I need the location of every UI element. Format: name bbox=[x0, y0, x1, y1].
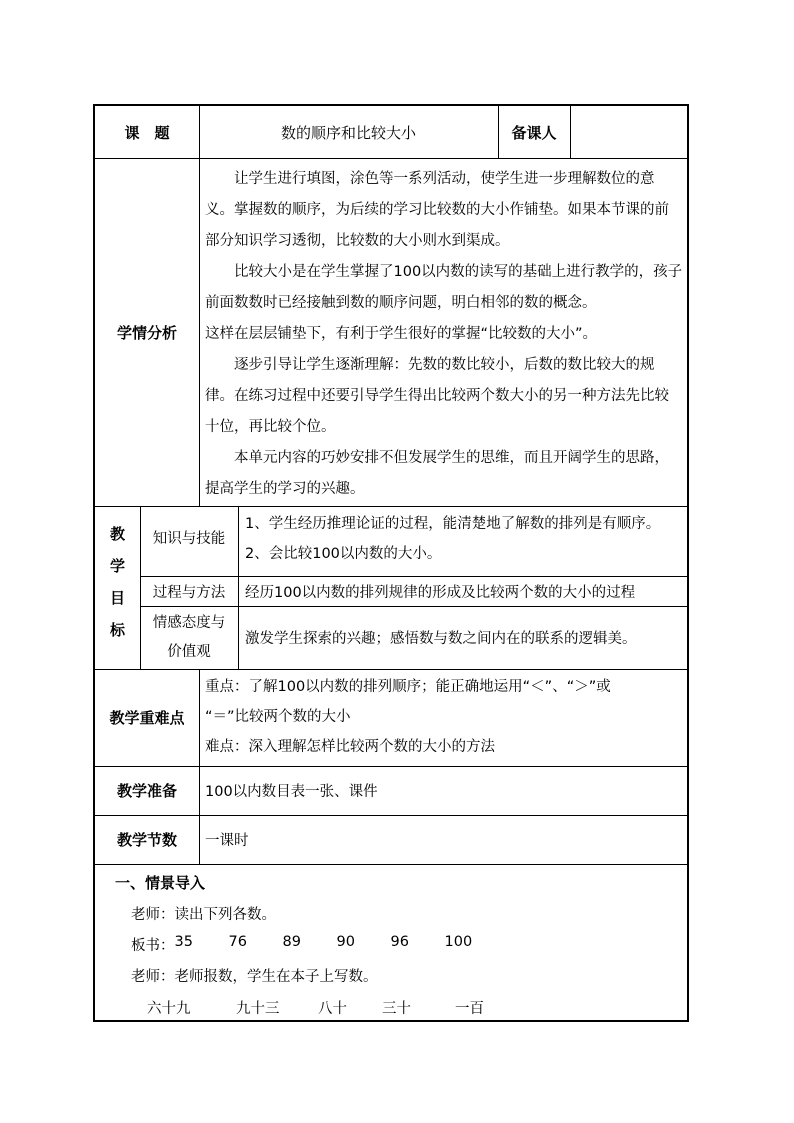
title-label: 课 题 bbox=[124, 123, 170, 142]
key-point-line: “＝”比较两个数的大小 bbox=[205, 709, 351, 725]
spoken-number: 八十 bbox=[318, 1001, 347, 1017]
goals-label-char: 教 bbox=[109, 525, 125, 543]
lesson-plan-table bbox=[93, 104, 689, 1022]
emotion-label-line: 情感态度与 bbox=[152, 615, 226, 631]
knowledge-line: 2、会比较100以内数的大小。 bbox=[245, 546, 442, 562]
analysis-paragraph: 让学生进行填图，涂色等一系列活动，使学生进一步理解数位的意义。掌握数的顺序，为后续的学习比较数的大小作铺垫。如果本节课的前部分知识学习透彻，比较数的大小则水到渠成。 bbox=[205, 171, 669, 249]
key-point-line: 重点：了解100以内数的排列顺序；能正确地运用“＜”、“＞”或 bbox=[205, 679, 611, 695]
goals-label-char: 标 bbox=[109, 621, 125, 639]
knowledge-label: 知识与技能 bbox=[152, 530, 226, 547]
board-number: 35 bbox=[174, 934, 193, 950]
preparer-value bbox=[570, 106, 687, 158]
spoken-number: 六十九 bbox=[147, 1001, 191, 1017]
process-label: 过程与方法 bbox=[152, 584, 226, 601]
goals-label-char: 目 bbox=[109, 589, 125, 607]
analysis-paragraph: 这样在层层铺垫下，有利于学生很好的掌握“比较数的大小”。 bbox=[205, 326, 598, 342]
difficult-point-line: 难点：深入理解怎样比较两个数的大小的方法 bbox=[205, 739, 495, 755]
prep-content: 100以内数目表一张、课件 bbox=[205, 784, 378, 800]
section-heading: 一、情景导入 bbox=[115, 874, 206, 892]
analysis-paragraph: 本单元内容的巧妙安排不但发展学生的思维，而且开阔学生的思路，提高学生的学习的兴趣。 bbox=[205, 450, 669, 497]
spoken-number: 三十 bbox=[382, 1001, 411, 1017]
process-body bbox=[95, 864, 687, 1020]
emotion-label-line: 价值观 bbox=[167, 644, 211, 660]
knowledge-line: 1、学生经历推理论证的过程，能清楚地了解数的排列是有顺序。 bbox=[245, 516, 661, 532]
key-points-content bbox=[205, 672, 685, 762]
emotion-label bbox=[140, 609, 238, 667]
teacher-line: 老师：老师报数，学生在本子上写数。 bbox=[131, 969, 378, 985]
board-number: 89 bbox=[282, 934, 301, 950]
spoken-number: 一百 bbox=[455, 1001, 484, 1017]
board-number: 100 bbox=[444, 934, 473, 950]
spoken-number: 九十三 bbox=[236, 1001, 280, 1017]
board-number: 76 bbox=[228, 934, 247, 950]
knowledge-content bbox=[245, 509, 685, 569]
periods-label: 教学节数 bbox=[116, 831, 177, 849]
key-points-label: 教学重难点 bbox=[109, 709, 185, 727]
board-number: 96 bbox=[390, 934, 409, 950]
prep-label: 教学准备 bbox=[116, 782, 177, 800]
analysis-paragraph: 比较大小是在学生掌握了100以内数的读写的基础上进行教学的，孩子前面数数时已经接触到数的顺序问题，明白相邻的数的概念。 bbox=[205, 264, 683, 311]
board-number: 90 bbox=[336, 934, 355, 950]
analysis-label: 学情分析 bbox=[116, 323, 177, 342]
spoken-numbers bbox=[147, 997, 484, 1018]
goals-label bbox=[95, 518, 140, 646]
board-line bbox=[131, 934, 472, 955]
preparer-label: 备课人 bbox=[511, 123, 557, 142]
lesson-title: 数的顺序和比较大小 bbox=[280, 123, 416, 142]
emotion-content: 激发学生探索的兴趣；感悟数与数之间内在的联系的逻辑美。 bbox=[245, 631, 637, 647]
goals-label-char: 学 bbox=[109, 557, 125, 575]
teacher-line: 老师：读出下列各数。 bbox=[131, 907, 276, 923]
board-label: 板书： bbox=[131, 938, 175, 954]
process-content: 经历100以内数的排列规律的形成及比较两个数的大小的过程 bbox=[245, 584, 636, 601]
analysis-content bbox=[205, 164, 683, 505]
periods-content: 一课时 bbox=[205, 833, 249, 849]
analysis-paragraph: 逐步引导让学生逐渐理解：先数的数比较小，后数的数比较大的规律。在练习过程中还要引导学生得出比较两个数大小的另一种方法先比较十位，再比较个位。 bbox=[205, 357, 669, 435]
